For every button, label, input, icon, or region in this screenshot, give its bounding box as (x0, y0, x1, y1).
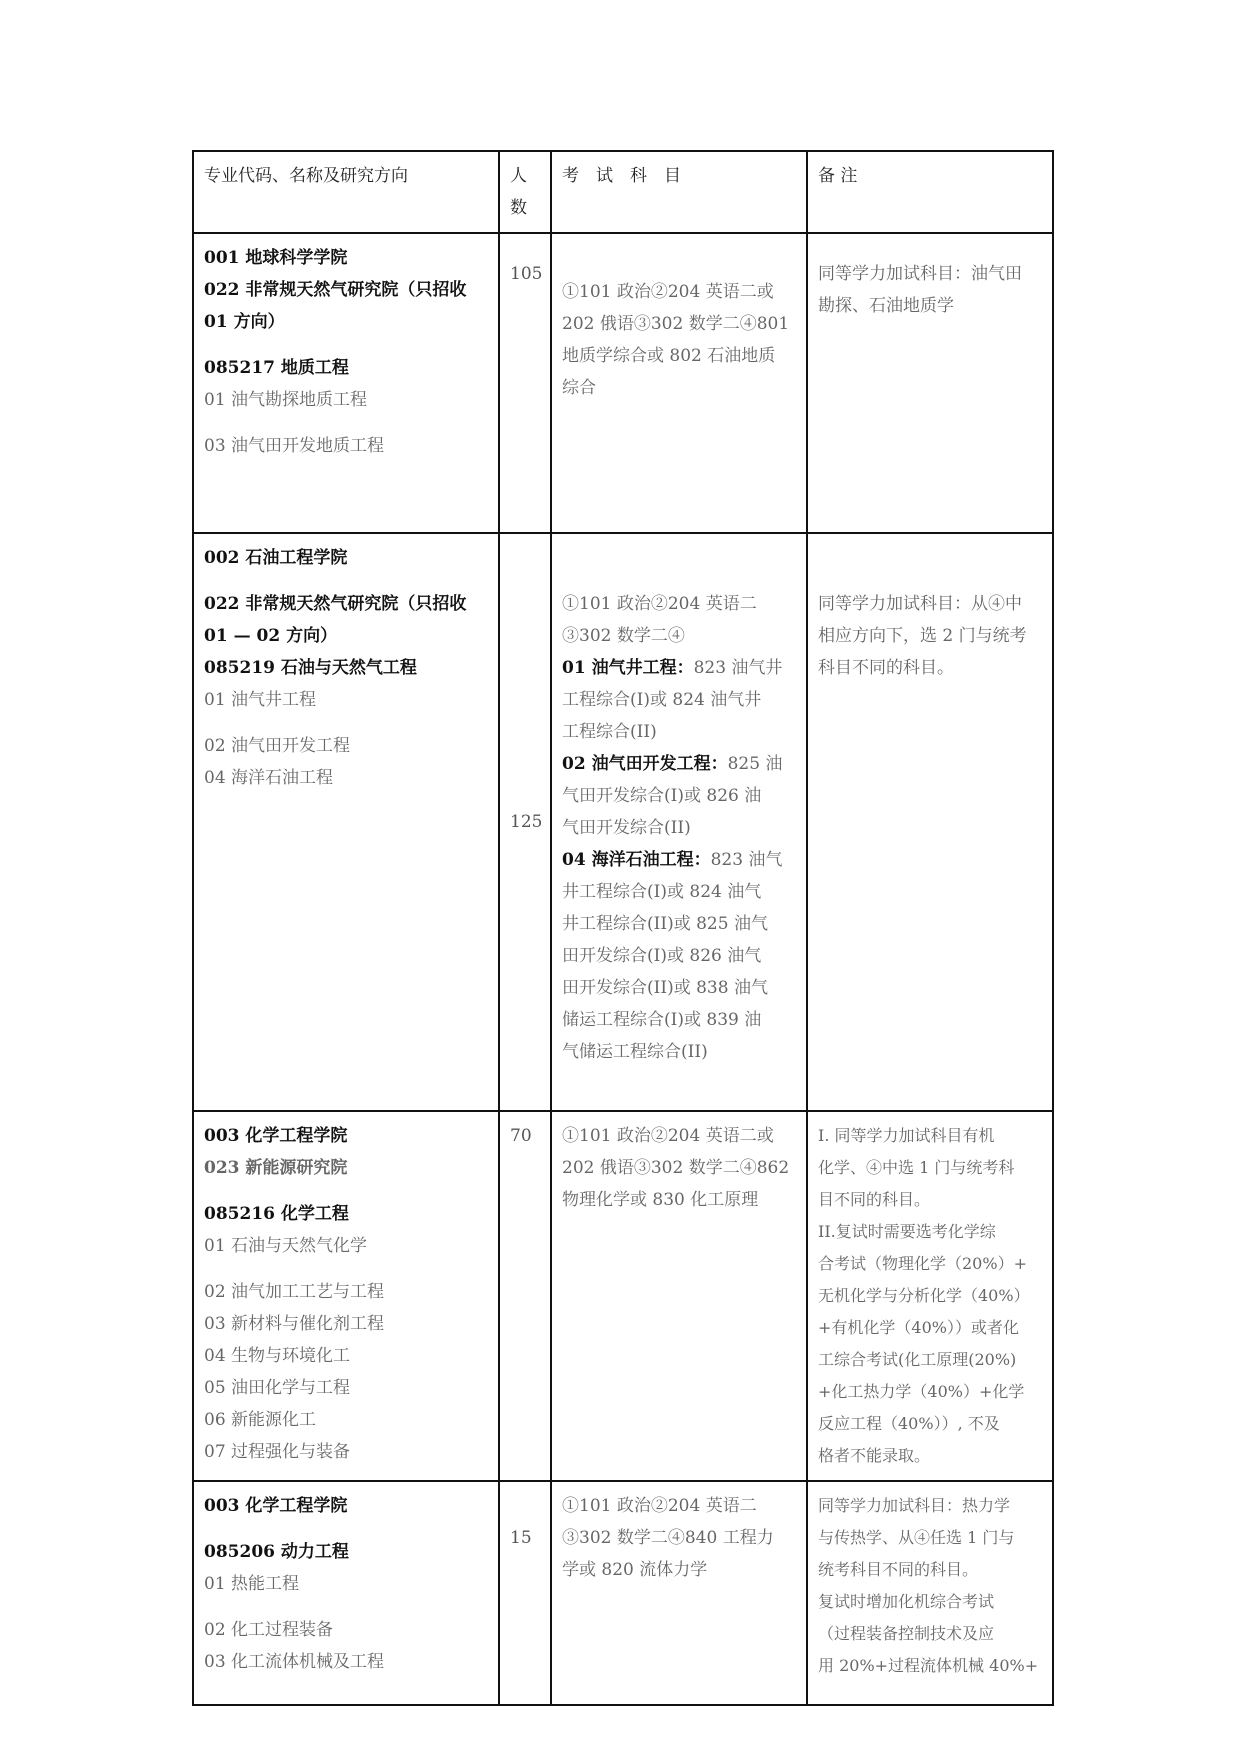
program-cell (193, 1111, 499, 1481)
direction-item: 02 化工过程装备 (204, 1620, 334, 1640)
notes-cell (807, 233, 1053, 533)
note-line: 用 20%+过程流体机械 40%+ (818, 1656, 1039, 1675)
direction-item: 04 海洋石油工程 (204, 768, 334, 788)
subject-group-text: 823 油气井 (693, 658, 783, 678)
college-name: 003 化学工程学院 (204, 1496, 348, 1516)
header-subjects: 考 试 科 目 (551, 151, 807, 233)
subject-line: 气田开发综合(I)或 826 油 (562, 786, 762, 806)
direction-item: 02 油气加工工艺与工程 (204, 1282, 385, 1302)
direction-item: 03 化工流体机械及工程 (204, 1652, 385, 1672)
admissions-table (192, 150, 1054, 1706)
header-notes: 备 注 (807, 151, 1053, 233)
program-cell (193, 233, 499, 533)
subject-line: 田开发综合(I)或 826 油气 (562, 946, 762, 966)
subject-line: 地质学综合或 802 石油地质 (562, 346, 776, 366)
major-name: 085216 化学工程 (204, 1204, 349, 1224)
institute-name-cont: 01 方向） (204, 312, 285, 332)
count-cell: 15 (499, 1481, 551, 1705)
note-line: 合考试（物理化学（20%）+ (818, 1254, 1027, 1273)
direction-item: 03 油气田开发地质工程 (204, 436, 385, 456)
header-count-line2: 数 (510, 198, 527, 218)
note-line: 与传热学、从④任选 1 门与 (818, 1528, 1015, 1547)
subject-group-line (562, 844, 796, 876)
direction-item: 01 油气井工程 (204, 690, 317, 710)
note-line: 目不同的科目。 (818, 1190, 931, 1209)
subject-line: 井工程综合(II)或 825 油气 (562, 914, 768, 934)
subject-group-text: 825 油 (727, 754, 783, 774)
subject-line: ③302 数学二④840 工程力 (562, 1528, 774, 1548)
direction-item: 03 新材料与催化剂工程 (204, 1314, 385, 1334)
subject-line: 物理化学或 830 化工原理 (562, 1190, 759, 1210)
note-line: （过程装备控制技术及应 (818, 1624, 995, 1643)
header-count-line1: 人 (510, 166, 527, 186)
college-name: 002 石油工程学院 (204, 548, 348, 568)
subjects-cell (551, 233, 807, 533)
subjects-cell (551, 533, 807, 1111)
subject-line: 工程综合(I)或 824 油气井 (562, 690, 762, 710)
note-line: 勘探、石油地质学 (818, 296, 954, 316)
subject-line: 气田开发综合(II) (562, 818, 691, 838)
institute-name: 022 非常规天然气研究院（只招收 (204, 280, 467, 300)
direction-item: 04 生物与环境化工 (204, 1346, 351, 1366)
direction-item: 02 油气田开发工程 (204, 736, 351, 756)
header-program: 专业代码、名称及研究方向 (193, 151, 499, 233)
count-cell (499, 533, 551, 1111)
subject-group-line (562, 748, 796, 780)
note-line: 统考科目不同的科目。 (818, 1560, 979, 1579)
subject-line: 202 俄语③302 数学二④862 (562, 1158, 790, 1178)
subject-line: 202 俄语③302 数学二④801 (562, 314, 790, 334)
note-line: 化学、④中选 1 门与统考科 (818, 1158, 1015, 1177)
institute-name: 022 非常规天然气研究院（只招收 (204, 594, 467, 614)
count-cell: 70 (499, 1111, 551, 1481)
note-line: II.复试时需要选考化学综 (818, 1222, 996, 1241)
major-name: 085219 石油与天然气工程 (204, 658, 417, 678)
subject-line: ①101 政治②204 英语二 (562, 1496, 757, 1516)
note-line: 无机化学与分析化学（40%） (818, 1286, 1030, 1305)
subject-line: 井工程综合(I)或 824 油气 (562, 882, 762, 902)
notes-cell (807, 1111, 1053, 1481)
note-line: 格者不能录取。 (818, 1446, 931, 1465)
subjects-cell (551, 1481, 807, 1705)
table-header-row (193, 151, 1053, 233)
note-line: I. 同等学力加试科目有机 (818, 1126, 995, 1145)
notes-cell (807, 533, 1053, 1111)
subject-line: ①101 政治②204 英语二 (562, 594, 757, 614)
institute-name-cont: 01 — 02 方向） (204, 626, 338, 646)
direction-item: 05 油田化学与工程 (204, 1378, 351, 1398)
note-line: 工综合考试(化工原理(20%) (818, 1350, 1017, 1369)
program-cell (193, 533, 499, 1111)
subject-line: 学或 820 流体力学 (562, 1560, 708, 1580)
subject-group-line (562, 652, 796, 684)
count-value: 125 (510, 812, 543, 832)
note-line: 科目不同的科目。 (818, 658, 954, 678)
institute-name: 023 新能源研究院 (204, 1158, 348, 1178)
major-name: 085217 地质工程 (204, 358, 349, 378)
direction-item: 07 过程强化与装备 (204, 1442, 351, 1462)
table-row (193, 233, 1053, 533)
count-cell: 105 (499, 233, 551, 533)
subjects-cell (551, 1111, 807, 1481)
subject-line: ①101 政治②204 英语二或 (562, 282, 774, 302)
direction-item: 01 石油与天然气化学 (204, 1236, 368, 1256)
major-name: 085206 动力工程 (204, 1542, 349, 1562)
note-line: 同等学力加试科目：油气田 (818, 264, 1022, 284)
note-line: +化工热力学（40%）+化学 (818, 1382, 1025, 1401)
table-row (193, 1111, 1053, 1481)
subject-group-title: 04 海洋石油工程： (562, 850, 711, 870)
notes-cell (807, 1481, 1053, 1705)
subject-line: 综合 (562, 378, 596, 398)
table-row (193, 1481, 1053, 1705)
subject-group-title: 02 油气田开发工程： (562, 754, 728, 774)
note-line: 同等学力加试科目：热力学 (818, 1496, 1011, 1515)
subject-line: ③302 数学二④ (562, 626, 685, 646)
note-line: 同等学力加试科目：从④中 (818, 594, 1022, 614)
subject-line: ①101 政治②204 英语二或 (562, 1126, 774, 1146)
subject-group-text: 823 油气 (710, 850, 783, 870)
direction-item: 01 热能工程 (204, 1574, 300, 1594)
direction-item: 06 新能源化工 (204, 1410, 317, 1430)
subject-line: 储运工程综合(I)或 839 油 (562, 1010, 762, 1030)
subject-group-title: 01 油气井工程： (562, 658, 694, 678)
subject-line: 气储运工程综合(II) (562, 1042, 708, 1062)
header-count (499, 151, 551, 233)
note-line: 反应工程（40%））, 不及 (818, 1414, 1000, 1433)
direction-item: 01 油气勘探地质工程 (204, 390, 368, 410)
note-line: 复试时增加化机综合考试 (818, 1592, 995, 1611)
subject-line: 田开发综合(II)或 838 油气 (562, 978, 768, 998)
note-line: +有机化学（40%））或者化 (818, 1318, 1019, 1337)
college-name: 001 地球科学学院 (204, 248, 348, 268)
college-name: 003 化学工程学院 (204, 1126, 348, 1146)
program-cell (193, 1481, 499, 1705)
table-row (193, 533, 1053, 1111)
note-line: 相应方向下，选 2 门与统考 (818, 626, 1027, 646)
subject-line: 工程综合(II) (562, 722, 657, 742)
